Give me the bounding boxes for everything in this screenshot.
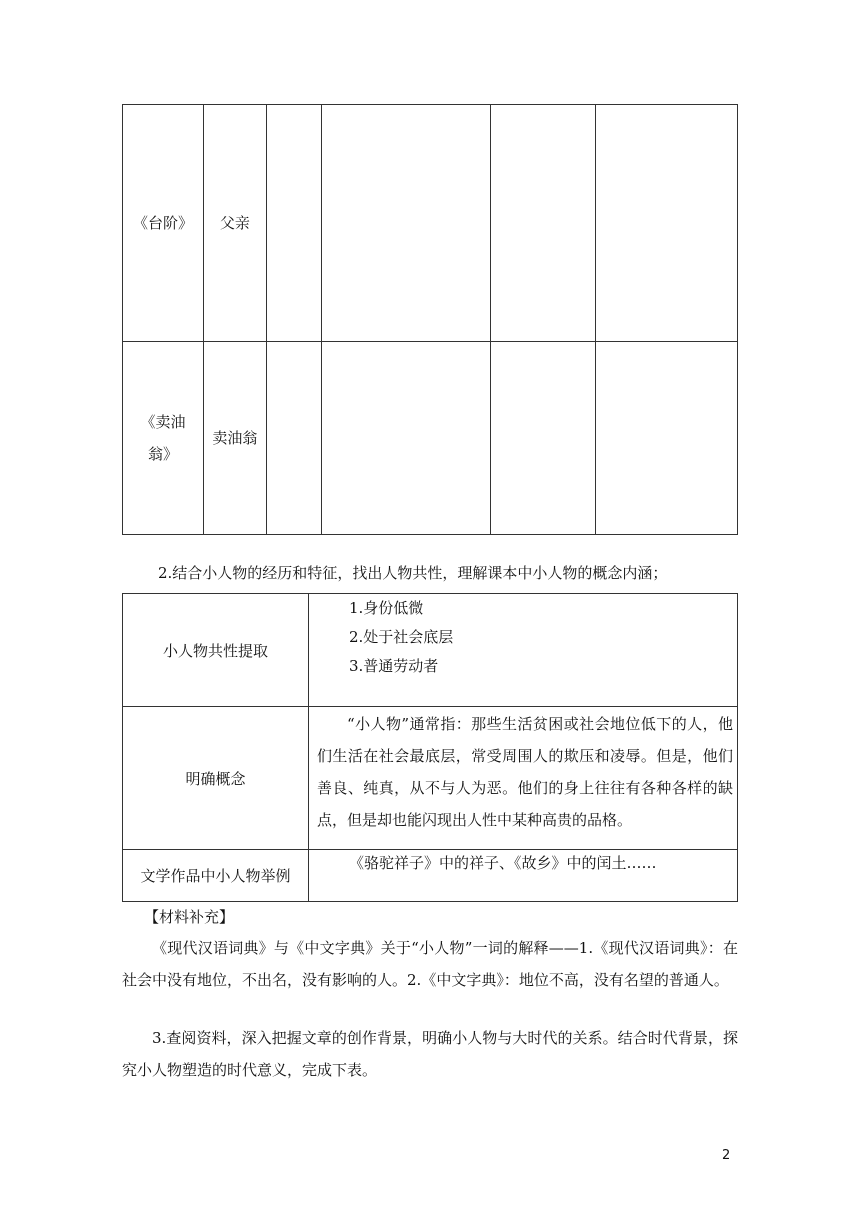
character-cell: 父亲 (203, 105, 266, 342)
examples-cell (309, 850, 738, 902)
concept-label: 明确概念 (123, 707, 309, 850)
empty-cell (321, 105, 491, 342)
character-table (122, 104, 738, 535)
question-2: 2.结合小人物的经历和特征，找出人物共性，理解课本中小人物的概念内涵； (158, 564, 668, 582)
list-item: 3.普通劳动者 (349, 657, 439, 675)
work-cell (123, 342, 204, 535)
table-row (123, 707, 738, 850)
list-item: 1.身份低微 (349, 599, 424, 617)
empty-cell (491, 342, 596, 535)
concept-cell (309, 707, 738, 850)
examples-text: 《骆驼祥子》中的祥子、《故乡》中的闰土…… (349, 854, 657, 872)
empty-cell (596, 342, 738, 535)
character-cell: 卖油翁 (203, 342, 266, 535)
supplement-text: 《现代汉语词典》与《中文字典》关于“小人物”一词的解释——1.《现代汉语词典》：在社会中没有地位，不出名，没有影响的人。2.《中文字典》：地位不高，没有名望的普通人。 (122, 939, 738, 989)
empty-cell (321, 342, 491, 535)
table-row (123, 594, 738, 707)
work-cell: 《台阶》 (123, 105, 204, 342)
table-row (123, 105, 738, 342)
empty-cell (266, 105, 321, 342)
table-row (123, 850, 738, 902)
examples-label: 文学作品中小人物举例 (123, 850, 309, 902)
concept-text: “小人物”通常指：那些生活贫困或社会地位低下的人，他们生活在社会最底层，常受周围人的欺压和凌辱。但是，他们善良、纯真，从不与人为恶。他们的身上往往有各种各样的缺点，但是却也能闪现出人性中某种高贵的品格。 (317, 715, 733, 829)
question-3: 3.查阅资料，深入把握文章的创作背景，明确小人物与大时代的关系。结合时代背景，探究小人物塑造的时代意义，完成下表。 (122, 1029, 738, 1079)
concept-table (122, 593, 738, 902)
common-traits-list (309, 594, 738, 707)
table-row (123, 342, 738, 535)
supplement-title: 【材料补充】 (144, 908, 235, 926)
empty-cell (491, 105, 596, 342)
list-item: 2.处于社会底层 (349, 628, 454, 646)
common-traits-label: 小人物共性提取 (123, 594, 309, 707)
empty-cell (266, 342, 321, 535)
work-title: 《卖油翁》 (140, 413, 186, 463)
page-number: 2 (722, 1148, 731, 1163)
empty-cell (596, 105, 738, 342)
